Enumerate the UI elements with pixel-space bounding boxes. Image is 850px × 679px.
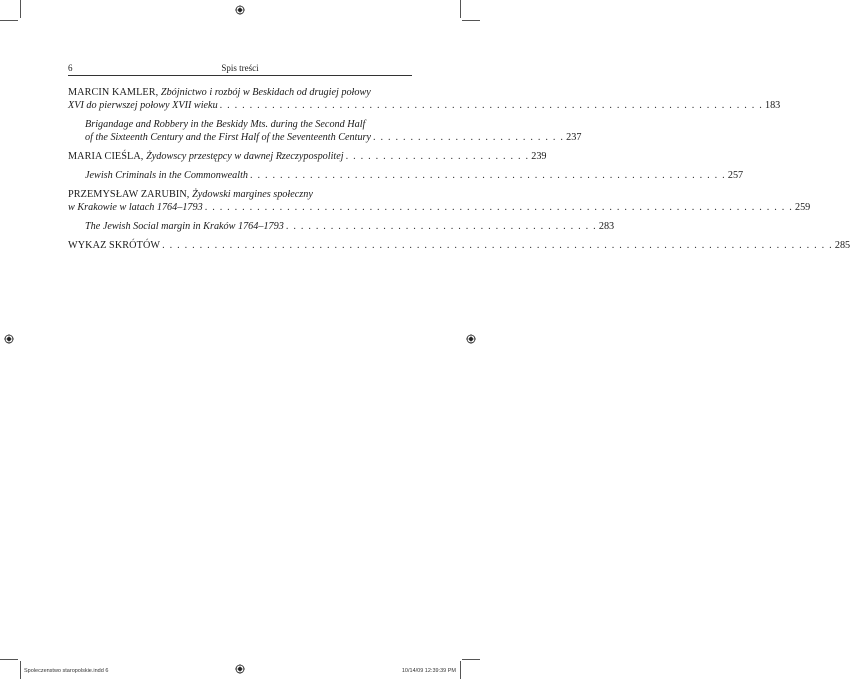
toc-entry-abbreviations — [68, 239, 850, 252]
toc-author: MARCIN KAMLER, — [68, 87, 161, 98]
crop-mark — [20, 0, 21, 18]
slug-filename: Spoleczenstwo staropolskie.indd 6 — [24, 668, 109, 674]
leader-dots: . . . . . . . . . . . . . . . . . . . . . . . . . . . . . . . . . . . . . . . . . . . . . . . . . . . . . . . . . . . . . . . . . . . . . . . . . . . . . . . . . . . . . . . . . . — [162, 240, 833, 251]
toc-title: The Jewish Social margin in Kraków 1764–1793 — [85, 221, 284, 232]
page-number: 6 — [68, 63, 73, 73]
toc-title: of the Sixteenth Century and the First Half of the Seventeenth Century — [85, 132, 372, 143]
leader-dots: . . . . . . . . . . . . . . . . . . . . . . . . . . . . . . . . . . . . . . . . . . . . . . . . . . . . . . . . . . . . . . . . — [250, 170, 726, 181]
toc-page-number: 239 — [531, 151, 547, 162]
leader-dots: . . . . . . . . . . . . . . . . . . . . . . . . . — [345, 151, 530, 162]
toc-line — [68, 99, 781, 112]
toc-line — [85, 131, 582, 144]
toc-page-number: 285 — [834, 240, 850, 251]
toc-line — [68, 188, 410, 201]
toc-line — [85, 220, 615, 233]
toc-author: MARIA CIEŚLA, — [68, 151, 147, 162]
registration-mark-icon — [235, 664, 245, 674]
crop-mark — [462, 659, 480, 660]
toc-title: WYKAZ SKRÓTÓW — [68, 240, 161, 251]
toc-title: w Krakowie w latach 1764–1793 — [68, 202, 203, 213]
toc-title: Żydowski margines społeczny — [192, 189, 313, 200]
toc-subentry-zarubin-en — [68, 220, 615, 233]
leader-dots: . . . . . . . . . . . . . . . . . . . . . . . . . . . . . . . . . . . . . . . . . . . . . . . . . . . . . . . . . . . . . . . . . . . . . . . . . . . . . . . — [204, 202, 793, 213]
toc-entry-zarubin — [68, 188, 811, 214]
toc-subentry-ciesla-en — [68, 169, 744, 182]
crop-mark — [460, 661, 461, 679]
running-title: Spis treści — [221, 63, 259, 73]
toc-author: PRZEMYSŁAW ZARUBIN, — [68, 189, 193, 200]
registration-mark-icon — [4, 334, 14, 344]
toc-line — [68, 150, 547, 163]
crop-mark — [0, 659, 18, 660]
toc-entry-kamler — [68, 86, 781, 112]
toc-line — [85, 169, 744, 182]
toc-line — [85, 118, 410, 131]
toc-line — [68, 239, 850, 252]
toc-title: Brigandage and Robbery in the Beskidy Mts. during the Second Half — [85, 119, 366, 130]
crop-mark — [20, 661, 21, 679]
crop-mark — [460, 0, 461, 18]
toc-page-number: 283 — [598, 221, 615, 232]
toc-page-number: 237 — [566, 132, 582, 143]
toc-title: XVI do pierwszej połowy XVII wieku — [68, 100, 218, 111]
crop-mark — [0, 20, 18, 21]
toc-page-number: 259 — [794, 202, 811, 213]
header-rule — [68, 75, 412, 76]
toc-subentry-kamler-en — [68, 118, 582, 144]
registration-mark-icon — [466, 334, 476, 344]
toc-title: Zbójnictwo i rozbój w Beskidach od drugiej połowy — [160, 87, 371, 98]
leader-dots: . . . . . . . . . . . . . . . . . . . . . . . . . . . . . . . . . . . . . . . . . . — [285, 221, 597, 232]
toc-entry-ciesla — [68, 150, 547, 163]
toc-line — [68, 201, 811, 214]
leader-dots: . . . . . . . . . . . . . . . . . . . . . . . . . . . . . . . . . . . . . . . . . . . . . . . . . . . . . . . . . . . . . . . . . . . . . . . . . — [219, 100, 763, 111]
toc-page-number: 183 — [764, 100, 781, 111]
registration-mark-icon — [235, 5, 245, 15]
table-of-contents — [68, 86, 850, 252]
slug-timestamp: 10/14/09 12:39:39 PM — [401, 668, 456, 674]
toc-page-number: 257 — [727, 170, 744, 181]
toc-title: Żydowscy przestępcy w dawnej Rzeczypospolitej — [146, 151, 344, 162]
toc-title: Jewish Criminals in the Commonwealth — [85, 170, 248, 181]
crop-mark — [462, 20, 480, 21]
toc-line — [68, 86, 410, 99]
leader-dots: . . . . . . . . . . . . . . . . . . . . . . . . . . — [373, 132, 565, 143]
